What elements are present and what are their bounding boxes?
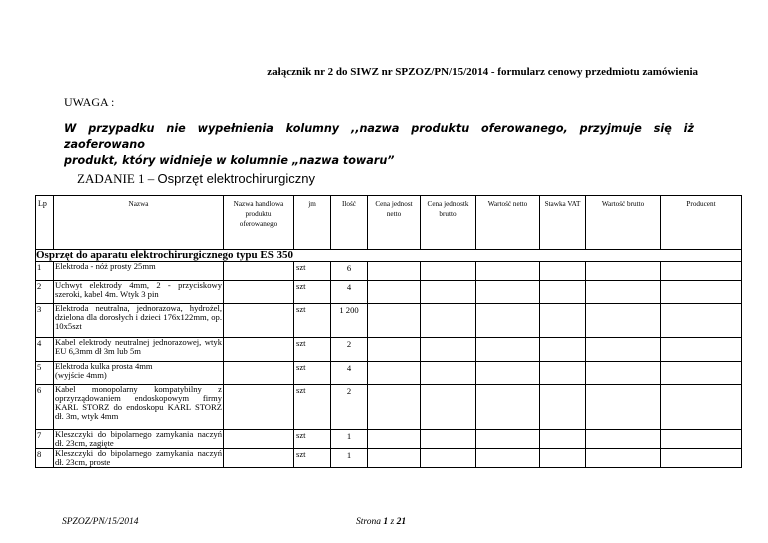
cell-value-net <box>476 449 540 468</box>
cell-name: Elektroda kulka prosta 4mm (wyjście 4mm) <box>54 362 224 385</box>
col-wartosc-netto: Wartość netto <box>476 196 540 250</box>
cell-lp: 7 <box>36 430 54 449</box>
cell-name: Kabel elektrody neutralnej jednorazowej, wtyk EU 6,3mm dł 3m lub 5m <box>54 338 224 362</box>
col-ilosc: Ilość <box>331 196 368 250</box>
col-wartosc-brutto: Wartość brutto <box>586 196 661 250</box>
cell-value-net <box>476 385 540 430</box>
cell-name: Elektroda - nóż prosty 25mm <box>54 262 224 281</box>
cell-unit-net <box>368 430 421 449</box>
table-row <box>36 338 742 362</box>
cell-unit-gross <box>421 385 476 430</box>
section-title: Osprzęt do aparatu elektrochirurgicznego typu ES 350 <box>36 250 742 262</box>
cell-trade-name <box>224 430 294 449</box>
cell-unit-gross <box>421 338 476 362</box>
cell-name: Kleszczyki do bipolarnego zamykania naczyń dł. 23cm, zagięte <box>55 429 222 448</box>
col-producent: Producent <box>661 196 742 250</box>
cell-unit-gross <box>421 281 476 304</box>
cell-unit-net <box>368 304 421 338</box>
cell-name: Elektroda neutralna, jednorazowa, hydrożel, dzielona dla dorosłych i dzieci 176x122mm, op. 10x5szt <box>54 304 224 338</box>
table-row <box>36 281 742 304</box>
cell-producer <box>661 304 742 338</box>
cell-qty: 2 <box>331 385 368 430</box>
cell-trade-name <box>224 449 294 468</box>
col-cena-brutto: Cena jednostk brutto <box>421 196 476 250</box>
cell-unit-net <box>368 385 421 430</box>
table-row <box>36 385 742 430</box>
col-cena-netto: Cena jednost netto <box>368 196 421 250</box>
cell-value-gross <box>586 430 661 449</box>
col-lp: Lp <box>36 196 54 250</box>
cell-qty: 6 <box>331 262 368 281</box>
document-header: załącznik nr 2 do SIWZ nr SPZOZ/PN/15/2014 - formularz cenowy przedmiotu zamówienia <box>267 66 698 78</box>
cell-unit-gross <box>421 304 476 338</box>
cell-lp: 3 <box>36 304 54 338</box>
cell-vat <box>540 430 586 449</box>
cell-jm: szt <box>294 430 331 449</box>
cell-name: Kabel monopolarny kompatybilny z oprzyrządowaniem endoskopowym firmy KARL STORZ do endoskopu KARL STORZ dł. 3m, wtyk 4mm <box>54 385 224 430</box>
footer-page-label: Strona <box>356 517 381 527</box>
cell-vat <box>540 304 586 338</box>
cell-value-gross <box>586 338 661 362</box>
cell-value-gross <box>586 449 661 468</box>
cell-value-net <box>476 262 540 281</box>
cell-qty: 2 <box>331 338 368 362</box>
footer-page-current: 1 <box>383 517 389 527</box>
cell-value-net <box>476 338 540 362</box>
cell-producer <box>661 430 742 449</box>
cell-producer <box>661 362 742 385</box>
cell-lp: 5 <box>36 362 54 385</box>
cell-unit-gross <box>421 430 476 449</box>
cell-producer <box>661 385 742 430</box>
cell-producer <box>661 281 742 304</box>
cell-trade-name <box>224 362 294 385</box>
cell-producer <box>661 338 742 362</box>
cell-jm: szt <box>294 338 331 362</box>
cell-qty: 1 <box>331 430 368 449</box>
footer-doc-id: SPZOZ/PN/15/2014 <box>62 517 139 527</box>
cell-value-net <box>476 362 540 385</box>
cell-unit-gross <box>421 262 476 281</box>
table-row <box>36 430 742 449</box>
table-row <box>36 304 742 338</box>
cell-unit-gross <box>421 449 476 468</box>
cell-unit-net <box>368 281 421 304</box>
cell-value-gross <box>586 262 661 281</box>
cell-lp: 8 <box>36 449 54 468</box>
cell-jm: szt <box>294 281 331 304</box>
col-nazwa: Nazwa <box>54 196 224 250</box>
cell-lp: 4 <box>36 338 54 362</box>
cell-unit-net <box>368 262 421 281</box>
col-stawka-vat: Stawka VAT <box>540 196 586 250</box>
cell-vat <box>540 385 586 430</box>
cell-producer <box>661 449 742 468</box>
cell-trade-name <box>224 281 294 304</box>
cell-value-gross <box>586 385 661 430</box>
table-row <box>36 449 742 468</box>
cell-jm: szt <box>294 385 331 430</box>
notice-line-1: W przypadku nie wypełnienia kolumny ,,nazwa produktu oferowanego, przyjmuje się iż zaoferowano <box>64 122 694 151</box>
cell-vat <box>540 338 586 362</box>
cell-unit-net <box>368 449 421 468</box>
notice-text <box>64 121 694 169</box>
cell-lp: 2 <box>36 281 54 304</box>
table-row <box>36 262 742 281</box>
cell-vat <box>540 281 586 304</box>
cell-jm: szt <box>294 262 331 281</box>
cell-trade-name <box>224 338 294 362</box>
cell-qty: 1 <box>331 449 368 468</box>
cell-value-gross <box>586 281 661 304</box>
cell-trade-name <box>224 304 294 338</box>
cell-vat <box>540 262 586 281</box>
cell-producer <box>661 262 742 281</box>
cell-value-net <box>476 430 540 449</box>
cell-jm: szt <box>294 362 331 385</box>
cell-name: Kleszczyki do bipolarnego zamykania naczyń dł. 23cm, proste <box>55 448 222 467</box>
cell-unit-net <box>368 338 421 362</box>
footer-page-total: 21 <box>396 517 407 527</box>
task-name: Osprzęt elektrochirurgiczny <box>157 171 316 186</box>
task-prefix: ZADANIE 1 – <box>77 171 155 186</box>
cell-value-net <box>476 281 540 304</box>
cell-unit-net <box>368 362 421 385</box>
col-nazwa-handlowa: Nazwa handlowa produktu oferowanego <box>224 196 294 250</box>
cell-value-net <box>476 304 540 338</box>
section-row <box>36 250 742 262</box>
cell-unit-gross <box>421 362 476 385</box>
cell-jm: szt <box>294 304 331 338</box>
cell-lp: 6 <box>36 385 54 430</box>
cell-qty: 1 200 <box>331 304 368 338</box>
table-header-row <box>36 196 742 250</box>
cell-trade-name <box>224 262 294 281</box>
footer-page-number <box>356 517 406 527</box>
cell-qty: 4 <box>331 281 368 304</box>
price-table <box>35 195 742 468</box>
cell-name: Uchwyt elektrody 4mm, 2 - przyciskowy szeroki, kabel 4m. Wtyk 3 pin <box>54 281 224 304</box>
cell-vat <box>540 449 586 468</box>
cell-value-gross <box>586 362 661 385</box>
cell-lp: 1 <box>36 262 54 281</box>
notice-line-2: produkt, który widnieje w kolumnie „nazwa towaru” <box>64 154 395 167</box>
cell-jm: szt <box>294 449 331 468</box>
cell-vat <box>540 362 586 385</box>
cell-qty: 4 <box>331 362 368 385</box>
table-row <box>36 362 742 385</box>
footer-page-of: z <box>390 517 395 527</box>
cell-value-gross <box>586 304 661 338</box>
col-jm: jm <box>294 196 331 250</box>
notice-label: UWAGA : <box>64 95 115 109</box>
task-title <box>77 171 315 187</box>
cell-trade-name <box>224 385 294 430</box>
